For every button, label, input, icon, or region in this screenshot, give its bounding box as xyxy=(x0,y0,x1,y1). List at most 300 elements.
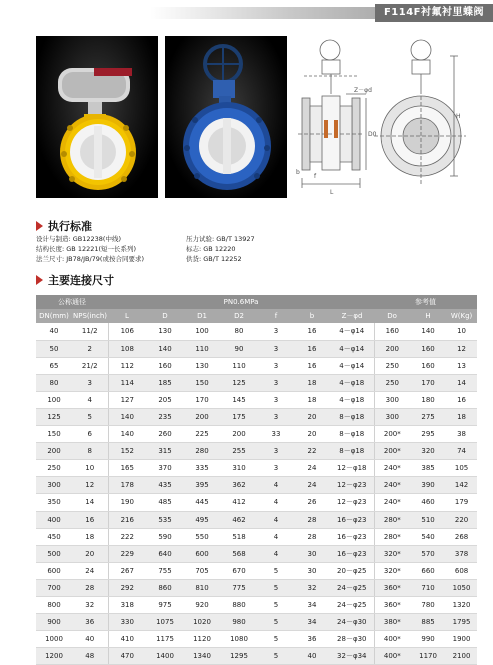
dimension-drawing xyxy=(294,36,466,196)
table-cell: 1120 xyxy=(184,631,220,648)
table-cell: 20 xyxy=(294,426,330,443)
table-cell: 435 xyxy=(146,477,184,494)
table-cell: 360* xyxy=(374,579,410,596)
table-cell: 350 xyxy=(36,494,72,511)
table-cell: 110 xyxy=(184,340,220,357)
section-title-standards: 执行标准 xyxy=(36,218,92,234)
label-b: b xyxy=(296,169,300,176)
table-cell: 100 xyxy=(36,391,72,408)
label-l: L xyxy=(330,189,334,196)
table-cell: 16 xyxy=(294,323,330,340)
table-cell: 24－φ25 xyxy=(330,579,374,596)
table-cell: 140 xyxy=(108,426,146,443)
table-cell: 250 xyxy=(374,374,410,391)
table-cell: 300 xyxy=(36,477,72,494)
table-cell: 32 xyxy=(294,579,330,596)
table-cell: 28 xyxy=(294,511,330,528)
table-cell: 330 xyxy=(108,614,146,631)
table-cell: 3 xyxy=(258,340,294,357)
table-cell: 362 xyxy=(220,477,258,494)
table-cell: 26 xyxy=(294,494,330,511)
table-cell: 395 xyxy=(184,477,220,494)
table-cell: 24－φ25 xyxy=(330,597,374,614)
table-cell: 12 xyxy=(72,477,108,494)
table-cell: 975 xyxy=(146,597,184,614)
table-cell: 40 xyxy=(294,648,330,665)
table-row xyxy=(36,494,477,511)
table-cell: 65 xyxy=(36,357,72,374)
table-cell: 12－φ23 xyxy=(330,494,374,511)
table-cell: 150 xyxy=(184,374,220,391)
table-cell: 3 xyxy=(258,408,294,425)
table-cell: 320* xyxy=(374,562,410,579)
table-row xyxy=(36,477,477,494)
table-cell: 240* xyxy=(374,460,410,477)
table-cell: 28 xyxy=(72,579,108,596)
table-cell: 470 xyxy=(108,648,146,665)
table-cell: 385 xyxy=(410,460,446,477)
table-cell: 24 xyxy=(294,477,330,494)
table-cell: 16－φ23 xyxy=(330,545,374,562)
table-cell: 267 xyxy=(108,562,146,579)
table-cell: 142 xyxy=(446,477,477,494)
column-header: D1 xyxy=(184,309,220,323)
table-cell: 775 xyxy=(220,579,258,596)
table-row xyxy=(36,631,477,648)
table-row xyxy=(36,511,477,528)
table-cell: 216 xyxy=(108,511,146,528)
standards-left xyxy=(36,234,144,264)
column-header: H xyxy=(410,309,446,323)
table-cell: 33 xyxy=(258,426,294,443)
triangle-bullet-icon xyxy=(36,221,43,231)
table-cell: 30 xyxy=(294,562,330,579)
label-h: H xyxy=(456,113,461,120)
table-cell: 460 xyxy=(410,494,446,511)
table-cell: 335 xyxy=(184,460,220,477)
table-row xyxy=(36,426,477,443)
table-column-header xyxy=(36,309,477,323)
table-cell: 24 xyxy=(72,562,108,579)
table-cell: 5 xyxy=(258,562,294,579)
table-cell: 10 xyxy=(446,323,477,340)
table-cell: 600 xyxy=(36,562,72,579)
table-cell: 125 xyxy=(220,374,258,391)
table-cell: 40 xyxy=(72,631,108,648)
table-cell: 920 xyxy=(184,597,220,614)
table-row xyxy=(36,443,477,460)
column-header: Z－φd xyxy=(330,309,374,323)
table-cell: 3 xyxy=(258,460,294,477)
table-cell: 229 xyxy=(108,545,146,562)
table-cell: 1000 xyxy=(36,631,72,648)
table-cell: 100 xyxy=(184,323,220,340)
table-cell: 1170 xyxy=(410,648,446,665)
table-cell: 185 xyxy=(146,374,184,391)
standard-line: 结构长度: GB 12221(短一长系列) xyxy=(36,245,137,253)
table-cell: 318 xyxy=(108,597,146,614)
table-group-header xyxy=(36,295,477,309)
column-header: f xyxy=(258,309,294,323)
table-cell: 240* xyxy=(374,477,410,494)
table-cell: 250 xyxy=(36,460,72,477)
table-cell: 12－φ23 xyxy=(330,477,374,494)
table-cell: 755 xyxy=(146,562,184,579)
table-cell: 200 xyxy=(374,340,410,357)
table-cell: 1320 xyxy=(446,597,477,614)
table-cell: 105 xyxy=(446,460,477,477)
table-row xyxy=(36,408,477,425)
table-cell: 4－φ18 xyxy=(330,374,374,391)
label-z-phi-d: Z－φd xyxy=(354,87,372,94)
table-cell: 175 xyxy=(220,408,258,425)
table-cell: 378 xyxy=(446,545,477,562)
table-cell: 145 xyxy=(220,391,258,408)
table-cell: 4－φ14 xyxy=(330,340,374,357)
table-cell: 235 xyxy=(146,408,184,425)
table-cell: 660 xyxy=(410,562,446,579)
table-cell: 4 xyxy=(258,477,294,494)
table-cell: 4 xyxy=(258,511,294,528)
table-cell: 1295 xyxy=(220,648,258,665)
table-cell: 200* xyxy=(374,443,410,460)
standard-line: 法兰尺寸: JB78/JB/79(或按合同要求) xyxy=(36,255,145,263)
table-cell: 450 xyxy=(36,528,72,545)
table-cell: 130 xyxy=(146,323,184,340)
table-cell: 710 xyxy=(410,579,446,596)
table-cell: 40 xyxy=(36,323,72,340)
table-cell: 400* xyxy=(374,631,410,648)
table-row xyxy=(36,545,477,562)
standard-line: 压力试验: GB/T 13927 xyxy=(186,235,255,243)
table-cell: 152 xyxy=(108,443,146,460)
standards-right xyxy=(186,234,255,264)
table-cell: 24－φ30 xyxy=(330,614,374,631)
table-cell: 990 xyxy=(410,631,446,648)
table-row xyxy=(36,391,477,408)
table-cell: 225 xyxy=(184,426,220,443)
table-cell: 380* xyxy=(374,614,410,631)
group-header-pressure: PN0.6MPa xyxy=(108,295,374,309)
table-cell: 16－φ23 xyxy=(330,528,374,545)
table-cell: 32 xyxy=(72,597,108,614)
table-cell: 320 xyxy=(410,443,446,460)
table-cell: 20－φ25 xyxy=(330,562,374,579)
table-cell: 2100 xyxy=(446,648,477,665)
table-cell: 14 xyxy=(446,374,477,391)
table-cell: 130 xyxy=(184,357,220,374)
table-cell: 4 xyxy=(72,391,108,408)
table-cell: 16－φ23 xyxy=(330,511,374,528)
table-cell: 2 xyxy=(72,340,108,357)
table-cell: 410 xyxy=(108,631,146,648)
table-cell: 16 xyxy=(294,340,330,357)
table-cell: 495 xyxy=(184,511,220,528)
table-cell: 179 xyxy=(446,494,477,511)
table-cell: 800 xyxy=(36,597,72,614)
table-cell: 5 xyxy=(258,579,294,596)
table-cell: 1340 xyxy=(184,648,220,665)
dimensions-table xyxy=(36,295,477,665)
table-cell: 18 xyxy=(294,391,330,408)
table-cell: 295 xyxy=(410,426,446,443)
table-cell: 6 xyxy=(72,426,108,443)
table-cell: 980 xyxy=(220,614,258,631)
table-cell: 300 xyxy=(374,408,410,425)
table-cell: 160 xyxy=(146,357,184,374)
table-cell: 3 xyxy=(258,391,294,408)
table-cell: 550 xyxy=(184,528,220,545)
table-cell: 360* xyxy=(374,597,410,614)
label-d0: D0 xyxy=(368,131,377,138)
table-cell: 200 xyxy=(184,408,220,425)
table-cell: 250 xyxy=(374,357,410,374)
table-cell: 16 xyxy=(294,357,330,374)
table-cell: 510 xyxy=(410,511,446,528)
table-cell: 3 xyxy=(258,357,294,374)
table-cell: 608 xyxy=(446,562,477,579)
table-cell: 300 xyxy=(374,391,410,408)
standard-line: 标志: GB 12220 xyxy=(186,245,236,253)
column-header: Do xyxy=(374,309,410,323)
table-cell: 4－φ18 xyxy=(330,391,374,408)
table-cell: 14 xyxy=(72,494,108,511)
table-cell: 1900 xyxy=(446,631,477,648)
table-cell: 292 xyxy=(108,579,146,596)
table-cell: 170 xyxy=(184,391,220,408)
table-cell: 30 xyxy=(294,545,330,562)
column-header: W(Kg) xyxy=(446,309,477,323)
table-cell: 165 xyxy=(108,460,146,477)
table-row xyxy=(36,460,477,477)
table-cell: 106 xyxy=(108,323,146,340)
table-cell: 13 xyxy=(446,357,477,374)
table-cell: 280* xyxy=(374,528,410,545)
table-cell: 160 xyxy=(410,357,446,374)
table-cell: 127 xyxy=(108,391,146,408)
table-cell: 320* xyxy=(374,545,410,562)
table-row xyxy=(36,374,477,391)
table-cell: 34 xyxy=(294,597,330,614)
table-cell: 18 xyxy=(72,528,108,545)
table-cell: 22 xyxy=(294,443,330,460)
table-cell: 140 xyxy=(146,340,184,357)
standard-line: 设计与制造: GB12238(中线) xyxy=(36,235,122,243)
table-cell: 160 xyxy=(374,323,410,340)
table-cell: 670 xyxy=(220,562,258,579)
column-header: DN(mm) xyxy=(36,309,72,323)
table-cell: 108 xyxy=(108,340,146,357)
column-header: D2 xyxy=(220,309,258,323)
table-cell: 3 xyxy=(258,323,294,340)
table-cell: 8－φ18 xyxy=(330,443,374,460)
table-cell: 178 xyxy=(108,477,146,494)
table-cell: 5 xyxy=(258,614,294,631)
table-cell: 36 xyxy=(72,614,108,631)
table-cell: 390 xyxy=(410,477,446,494)
table-cell: 28 xyxy=(294,528,330,545)
table-cell: 568 xyxy=(220,545,258,562)
standard-line: 供货: GB/T 12252 xyxy=(186,255,242,263)
table-cell: 600 xyxy=(184,545,220,562)
table-cell: 280* xyxy=(374,511,410,528)
table-cell: 200* xyxy=(374,426,410,443)
table-cell: 140 xyxy=(108,408,146,425)
table-cell: 3 xyxy=(72,374,108,391)
table-cell: 310 xyxy=(220,460,258,477)
table-cell: 90 xyxy=(220,340,258,357)
table-cell: 24 xyxy=(294,460,330,477)
table-cell: 5 xyxy=(258,648,294,665)
product-photo-pneumatic xyxy=(36,36,158,198)
table-cell: 36 xyxy=(294,631,330,648)
table-cell: 280 xyxy=(184,443,220,460)
table-cell: 21/2 xyxy=(72,357,108,374)
table-cell: 160 xyxy=(410,340,446,357)
table-cell: 5 xyxy=(258,631,294,648)
table-row xyxy=(36,562,477,579)
table-cell: 3 xyxy=(258,374,294,391)
table-cell: 110 xyxy=(220,357,258,374)
section-title-dimensions: 主要连接尺寸 xyxy=(36,272,114,288)
table-cell: 8 xyxy=(72,443,108,460)
product-photo-gear xyxy=(165,36,287,198)
table-cell: 140 xyxy=(410,323,446,340)
table-cell: 18 xyxy=(446,408,477,425)
page-title: F114F衬氟衬里蝶阀 xyxy=(375,4,493,22)
table-cell: 640 xyxy=(146,545,184,562)
table-row xyxy=(36,597,477,614)
table-cell: 1050 xyxy=(446,579,477,596)
table-cell: 445 xyxy=(184,494,220,511)
table-cell: 400 xyxy=(36,511,72,528)
table-body xyxy=(36,323,477,665)
header-bar xyxy=(0,0,493,24)
table-cell: 535 xyxy=(146,511,184,528)
table-cell: 700 xyxy=(36,579,72,596)
column-header: L xyxy=(108,309,146,323)
column-header: b xyxy=(294,309,330,323)
table-cell: 885 xyxy=(410,614,446,631)
table-cell: 240* xyxy=(374,494,410,511)
group-header-reference: 参考值 xyxy=(374,295,477,309)
table-row xyxy=(36,340,477,357)
table-cell: 370 xyxy=(146,460,184,477)
table-cell: 1075 xyxy=(146,614,184,631)
table-cell: 10 xyxy=(72,460,108,477)
table-cell: 48 xyxy=(72,648,108,665)
table-cell: 12－φ18 xyxy=(330,460,374,477)
table-cell: 3 xyxy=(258,443,294,460)
table-cell: 260 xyxy=(146,426,184,443)
table-cell: 400* xyxy=(374,648,410,665)
table-cell: 80 xyxy=(220,323,258,340)
table-row xyxy=(36,357,477,374)
table-cell: 38 xyxy=(446,426,477,443)
triangle-bullet-icon xyxy=(36,275,43,285)
table-cell: 5 xyxy=(258,597,294,614)
table-cell: 222 xyxy=(108,528,146,545)
table-cell: 180 xyxy=(410,391,446,408)
table-cell: 12 xyxy=(446,340,477,357)
table-cell: 590 xyxy=(146,528,184,545)
table-row xyxy=(36,323,477,340)
table-row xyxy=(36,614,477,631)
table-cell: 200 xyxy=(36,443,72,460)
table-cell: 570 xyxy=(410,545,446,562)
table-cell: 4－φ14 xyxy=(330,323,374,340)
table-cell: 780 xyxy=(410,597,446,614)
table-cell: 315 xyxy=(146,443,184,460)
table-cell: 16 xyxy=(446,391,477,408)
table-cell: 1020 xyxy=(184,614,220,631)
table-cell: 114 xyxy=(108,374,146,391)
table-cell: 462 xyxy=(220,511,258,528)
table-cell: 74 xyxy=(446,443,477,460)
table-cell: 112 xyxy=(108,357,146,374)
table-cell: 900 xyxy=(36,614,72,631)
table-cell: 860 xyxy=(146,579,184,596)
table-cell: 16 xyxy=(72,511,108,528)
table-cell: 20 xyxy=(72,545,108,562)
table-cell: 80 xyxy=(36,374,72,391)
table-cell: 200 xyxy=(220,426,258,443)
table-cell: 540 xyxy=(410,528,446,545)
table-cell: 220 xyxy=(446,511,477,528)
table-cell: 34 xyxy=(294,614,330,631)
table-cell: 32－φ34 xyxy=(330,648,374,665)
table-row xyxy=(36,528,477,545)
table-cell: 125 xyxy=(36,408,72,425)
table-cell: 190 xyxy=(108,494,146,511)
table-cell: 8－φ18 xyxy=(330,426,374,443)
table-row xyxy=(36,579,477,596)
table-cell: 4－φ14 xyxy=(330,357,374,374)
table-cell: 255 xyxy=(220,443,258,460)
table-cell: 880 xyxy=(220,597,258,614)
table-cell: 50 xyxy=(36,340,72,357)
table-cell: 485 xyxy=(146,494,184,511)
table-cell: 20 xyxy=(294,408,330,425)
table-cell: 1400 xyxy=(146,648,184,665)
table-cell: 1200 xyxy=(36,648,72,665)
table-cell: 150 xyxy=(36,426,72,443)
table-cell: 500 xyxy=(36,545,72,562)
table-cell: 412 xyxy=(220,494,258,511)
table-cell: 18 xyxy=(294,374,330,391)
table-cell: 11/2 xyxy=(72,323,108,340)
table-cell: 4 xyxy=(258,545,294,562)
column-header: D xyxy=(146,309,184,323)
column-header: NPS(inch) xyxy=(72,309,108,323)
table-cell: 1080 xyxy=(220,631,258,648)
table-cell: 8－φ18 xyxy=(330,408,374,425)
table-row xyxy=(36,648,477,665)
table-cell: 810 xyxy=(184,579,220,596)
table-cell: 705 xyxy=(184,562,220,579)
table-cell: 275 xyxy=(410,408,446,425)
table-cell: 205 xyxy=(146,391,184,408)
table-cell: 28－φ30 xyxy=(330,631,374,648)
table-cell: 1175 xyxy=(146,631,184,648)
group-header-nominal: 公称通径 xyxy=(36,295,108,309)
table-cell: 5 xyxy=(72,408,108,425)
table-cell: 4 xyxy=(258,528,294,545)
table-cell: 268 xyxy=(446,528,477,545)
label-f: f xyxy=(314,173,317,180)
table-cell: 170 xyxy=(410,374,446,391)
table-cell: 4 xyxy=(258,494,294,511)
